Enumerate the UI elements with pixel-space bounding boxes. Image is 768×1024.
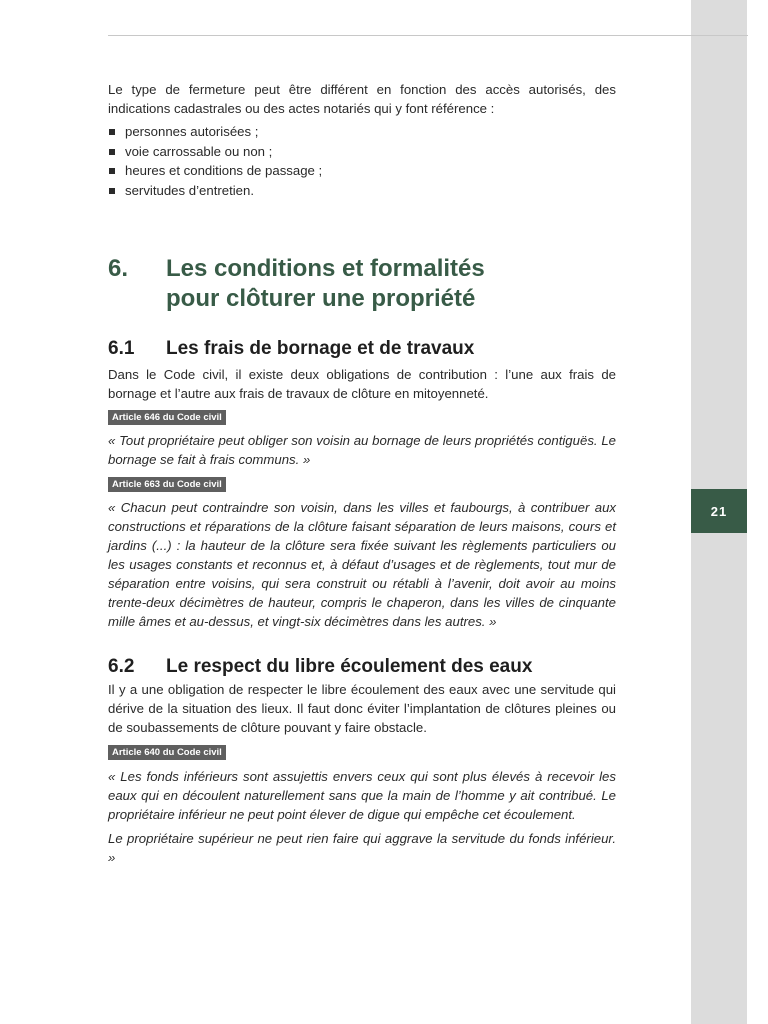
article-663-quote: « Chacun peut contraindre son voisin, dans les villes et faubourgs, à contribuer aux constructions et réparations de la clôture faisant séparation de leurs maisons, cours et jardins (...) : la hauteur de la clôture sera fixée suivant les règlements particuliers ou les usages constants et reconnus et, à défaut d’usages et de règlements, tout mur de séparation entre voisins, qui sera construit ou rétabli à l’avenir, doit avoir au moins trente-deux décimètres de hauteur, compris le chaperon, dans les villes de cinquante mille âmes et au-dessus, et vingt-six décimètres dans les autres. »	[108, 500, 616, 629]
section-number: 6.	[108, 255, 129, 282]
bullet-square-icon	[109, 149, 115, 155]
section-title: Les frais de bornage et de travaux	[166, 338, 475, 359]
section-number: 6.1	[108, 338, 135, 359]
list-item: personnes autorisées ;	[108, 122, 322, 142]
intro-bullet-list	[108, 122, 322, 200]
intro-paragraph: Le type de fermeture peut être différent en fonction des accès autorisés, des indications cadastrales ou des actes notariés qui y font référence :	[108, 82, 616, 116]
bullet-square-icon	[109, 188, 115, 194]
article-640-label: Article 640 du Code civil	[108, 745, 226, 760]
bullet-square-icon	[109, 168, 115, 174]
page-number-tab	[691, 489, 747, 533]
header-rule	[108, 35, 748, 36]
section-6-2-body: Il y a une obligation de respecter le libre écoulement des eaux avec une servitude qui dérive de la situation des lieux. Il faut donc éviter l’implantation de clôtures pleines ou de soubassements de clôture pouvant y faire obstacle.	[108, 682, 616, 735]
list-item: voie carrossable ou non ;	[108, 142, 322, 162]
section-title: Le respect du libre écoulement des eaux	[166, 656, 533, 677]
section-number: 6.2	[108, 656, 135, 677]
section-title: Les conditions et formalités pour clôturer une propriété	[166, 255, 485, 312]
article-646-quote: « Tout propriétaire peut obliger son voisin au bornage de leurs propriétés contiguës. Le bornage se fait à frais communs. »	[108, 433, 616, 467]
article-640-quote: « Les fonds inférieurs sont assujettis envers ceux qui sont plus élevés à recevoir les eaux qui en découlent naturellement sans que la main de l’homme y ait contribué. Le propriétaire inférieur ne peut point élever de digue qui empêche cet écoulement. Le propriétaire supérieur ne peut rien faire qui aggrave la servitude du fonds inférieur. »	[108, 769, 616, 865]
list-item: heures et conditions de passage ;	[108, 161, 322, 181]
bullet-square-icon	[109, 129, 115, 135]
article-646-label: Article 646 du Code civil	[108, 410, 226, 425]
article-663-label: Article 663 du Code civil	[108, 477, 226, 492]
list-item: servitudes d’entretien.	[108, 181, 322, 201]
page-number: 21	[710, 503, 728, 519]
section-6-1-body: Dans le Code civil, il existe deux obligations de contribution : l’une aux frais de bornage et l’autre aux frais de travaux de clôture en mitoyenneté.	[108, 367, 616, 401]
